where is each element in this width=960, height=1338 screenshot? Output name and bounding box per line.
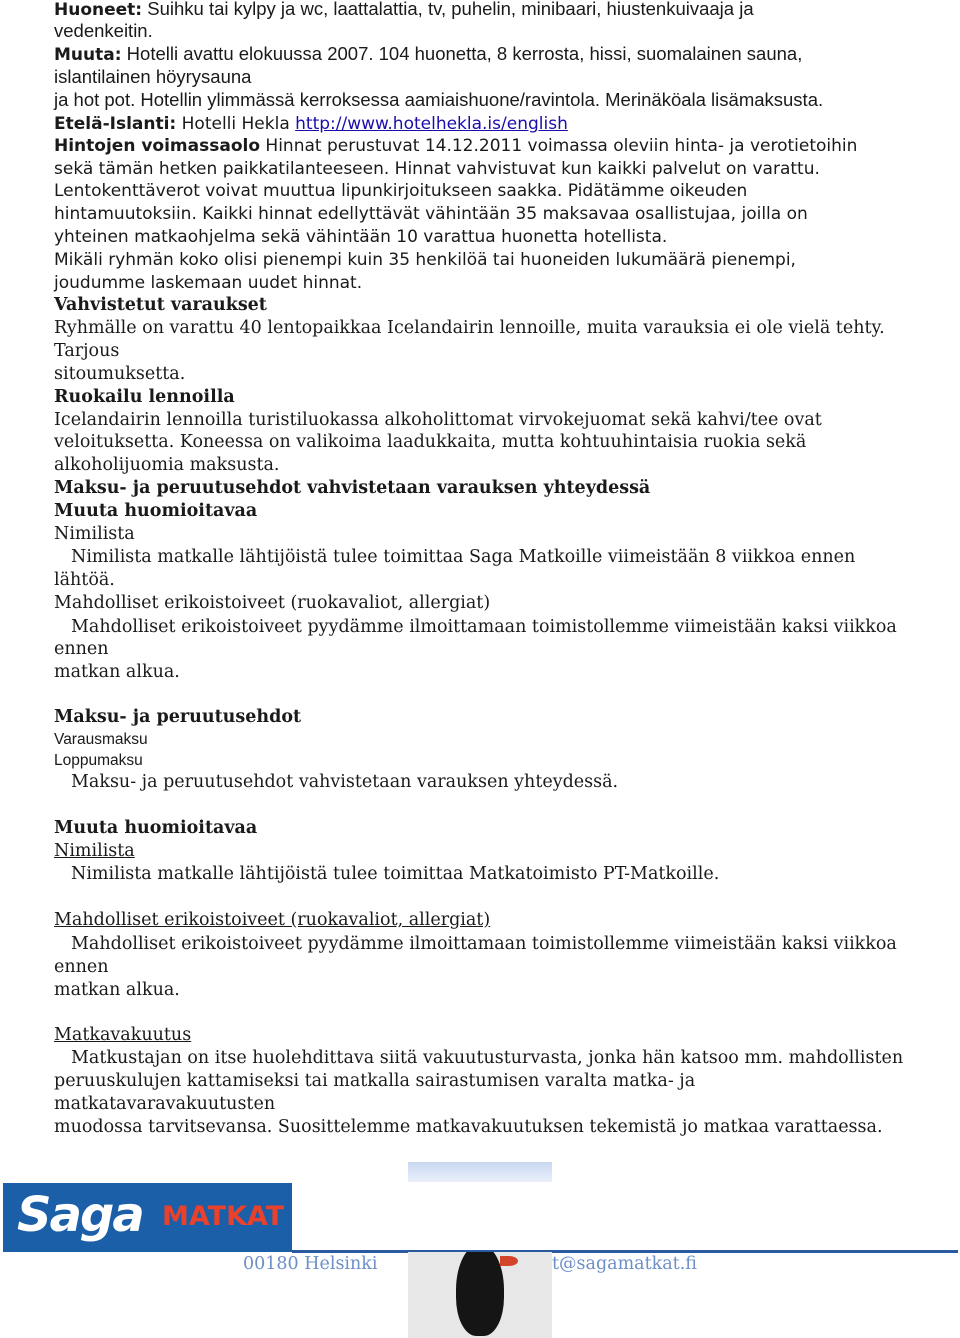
rooms-text: Suihku tai kylpy ja wc, laattalattia, tv, puhelin, minibaari, hiustenkuivaaja ja — [142, 0, 754, 19]
terms-text: Maksu- ja peruutusehdot vahvistetaan varauksen yhteydessä. — [71, 772, 619, 792]
terms-heading-2: Maksu- ja peruutusehdot — [54, 707, 302, 727]
prices-line-5: yhteinen matkaohjelma sekä vähintään 10 varattua huonetta hotellista. — [54, 227, 668, 247]
diet-label-2: Mahdolliset erikoistoiveet (ruokavaliot, allergiat) — [54, 910, 491, 930]
namelist-text-b2: Nimilista matkalle lähtijöistä tulee toimittaa Matkatoimisto PT-Matkoille. — [71, 864, 720, 884]
region-label: Etelä-Islanti: — [54, 114, 177, 134]
confirmed-line-3: sitoumuksetta. — [54, 364, 186, 384]
misc-line-2: islantilainen höyrysauna — [54, 66, 252, 87]
diet-text-2: ennen — [54, 639, 109, 659]
prices-line-2: sekä tämän hetken paikkatilanteeseen. Hinnat vahvistuvat kun kaikki palvelut on varattu. — [54, 159, 820, 179]
confirmed-line-2: Tarjous — [54, 341, 120, 361]
namelist-label-2: Nimilista — [54, 841, 135, 861]
logo-saga-text: Saga — [17, 1187, 143, 1243]
prices-text-1: Hinnat perustuvat 14.12.2011 voimassa oleviin hinta- ja verotietoihin — [260, 136, 858, 156]
puffin-photo — [408, 1252, 552, 1338]
namelist-label: Nimilista — [54, 524, 135, 544]
rooms-line — [54, 0, 754, 21]
terms-heading: Maksu- ja peruutusehdot vahvistetaan varauksen yhteydessä — [54, 478, 651, 498]
puffin-icon — [456, 1252, 504, 1336]
saga-matkat-logo — [3, 1183, 292, 1252]
namelist-text-2: lähtöä. — [54, 570, 115, 590]
region-text: Hotelli Hekla — [176, 114, 296, 134]
footer-email[interactable]: t@sagamatkat.fi — [552, 1254, 697, 1274]
confirmed-line-1: Ryhmälle on varattu 40 lentopaikkaa Icelandairin lennoille, muita varauksia ei ole vielä tehty. — [54, 318, 885, 338]
rooms-line-2: vedenkeitin. — [54, 20, 153, 41]
other-heading-2: Muuta huomioitavaa — [54, 818, 258, 838]
misc-text: Hotelli avattu elokuussa 2007. 104 huonetta, 8 kerrosta, hissi, suomalainen sauna, — [121, 43, 803, 64]
confirmed-heading: Vahvistetut varaukset — [54, 295, 267, 315]
insurance-text: Matkustajan on itse huolehdittava siitä vakuutusturvasta, jonka hän katsoo mm. mahdollisten — [71, 1048, 904, 1068]
rooms-label: Huoneet: — [54, 0, 143, 20]
diet-text-b2: Mahdolliset erikoistoiveet pyydämme ilmoittamaan toimistollemme viimeistään kaksi viikkoa — [71, 934, 897, 954]
insurance-text-2: peruuskulujen kattamiseksi tai matkalla sairastumisen varalta matka- ja — [54, 1071, 696, 1091]
prices-line-4: hintamuutoksiin. Kaikki hinnat edellyttävät vähintään 35 maksavaa osallistujaa, joilla on — [54, 204, 808, 224]
prices-line-1 — [54, 135, 857, 157]
puffin-beak-icon — [500, 1256, 518, 1266]
insurance-label: Matkavakuutus — [54, 1025, 192, 1045]
diet-text-3: matkan alkua. — [54, 662, 180, 682]
misc-line — [54, 43, 802, 66]
meals-line-3: alkoholijuomia maksusta. — [54, 455, 280, 475]
meals-line-1: Icelandairin lennoilla turistiluokassa alkoholittomat virvokejuomat sekä kahvi/tee ovat — [54, 410, 822, 430]
diet-text-b2-2: ennen — [54, 957, 109, 977]
misc-label: Muuta: — [54, 45, 122, 65]
diet-label: Mahdolliset erikoistoiveet (ruokavaliot, allergiat) — [54, 593, 491, 613]
meals-line-2: veloituksetta. Koneessa on valikoima laadukkaita, mutta kohtuuhintaisia ruokia sekä — [54, 432, 807, 452]
prices-line-6: Mikäli ryhmän koko olisi pienempi kuin 35 henkilöä tai huoneiden lukumäärä pienempi, — [54, 250, 796, 270]
prices-line-7: joudumme laskemaan uudet hinnat. — [54, 273, 363, 293]
footer-city: 00180 Helsinki — [243, 1254, 378, 1274]
misc-line-3: ja hot pot. Hotellin ylimmässä kerroksessa aamiaishuone/ravintola. Merinäköala lisämaksusta. — [54, 89, 824, 110]
namelist-text: Nimilista matkalle lähtijöistä tulee toimittaa Saga Matkoille viimeistään 8 viikkoa ennen — [71, 547, 856, 567]
diet-text-b2-3: matkan alkua. — [54, 980, 180, 1000]
prices-heading: Hintojen voimassaolo — [54, 136, 261, 156]
logo-matkat-text: MATKAT — [162, 1201, 285, 1232]
diet-text: Mahdolliset erikoistoiveet pyydämme ilmoittamaan toimistollemme viimeistään kaksi viikkoa — [71, 617, 897, 637]
prices-line-3: Lentokenttäverot voivat muuttua lipunkirjoitukseen saakka. Pidätämme oikeuden — [54, 181, 748, 201]
other-heading: Muuta huomioitavaa — [54, 501, 258, 521]
meals-heading: Ruokailu lennoilla — [54, 387, 235, 407]
hotel-website-link[interactable]: http://www.hotelhekla.is/english — [295, 114, 568, 134]
footer-divider — [292, 1250, 958, 1253]
final-payment-label: Loppumaksu — [54, 752, 143, 769]
insurance-text-4: muodossa tarvitsevansa. Suosittelemme matkavakuutuksen tekemistä jo matkaa varattaessa. — [54, 1117, 883, 1137]
insurance-text-3: matkatavaravakuutusten — [54, 1094, 276, 1114]
header-photo-strip — [408, 1162, 552, 1182]
region-line — [54, 112, 568, 135]
deposit-label: Varausmaksu — [54, 731, 148, 748]
